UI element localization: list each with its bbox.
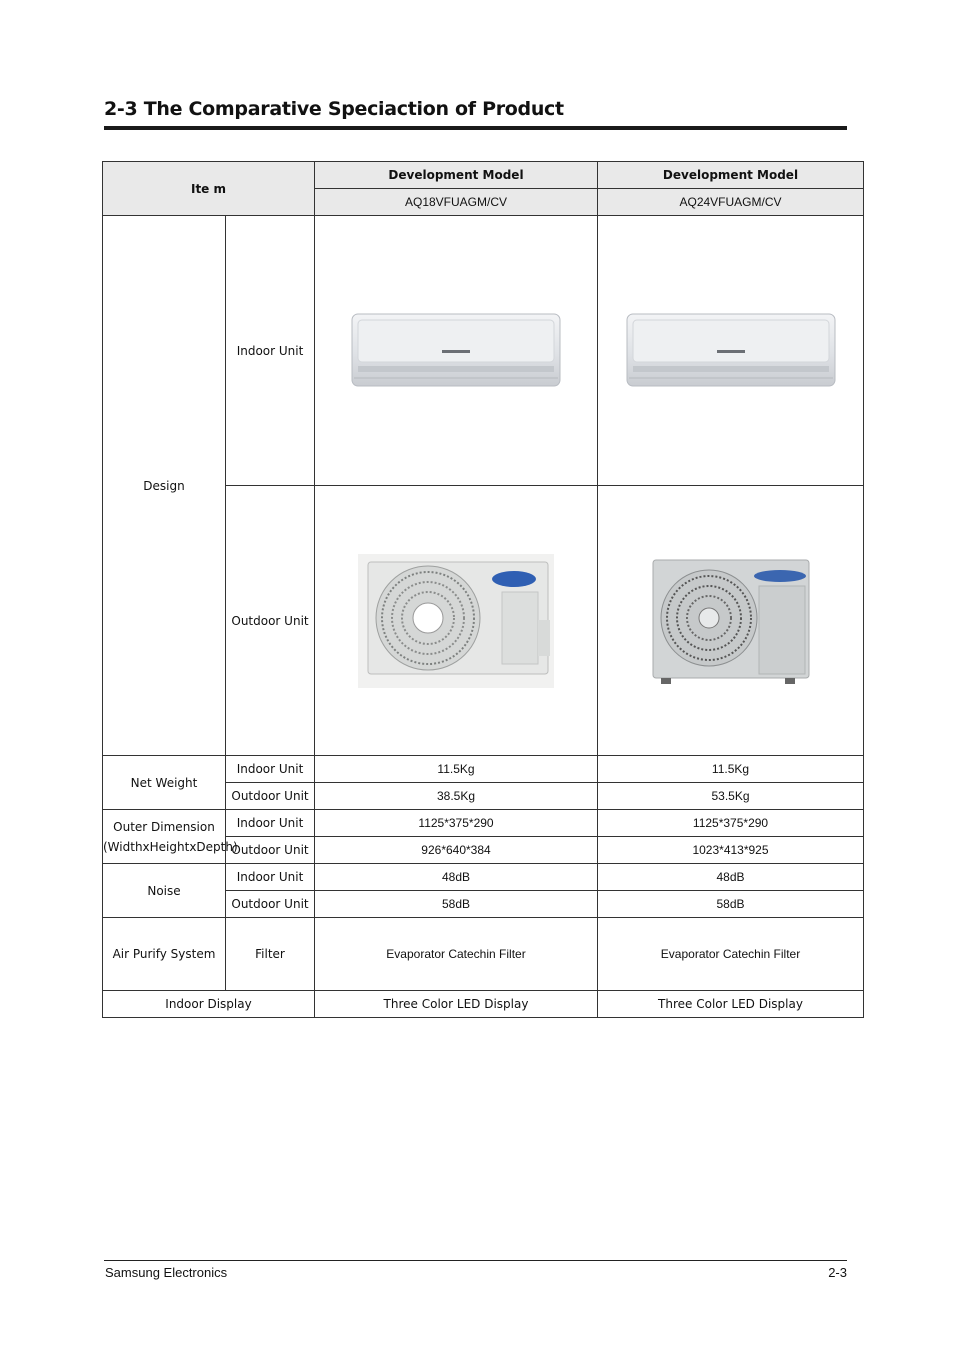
footer-company: Samsung Electronics (105, 1265, 228, 1280)
model-1-indoor-display: Three Color LED Display (315, 991, 598, 1018)
noise-label: Noise (103, 864, 226, 918)
outer-dimension-indoor-label: Indoor Unit (226, 810, 315, 837)
model-2-net-weight-outdoor: 53.5Kg (598, 783, 864, 810)
model-2-dev-label: Development Model (598, 162, 864, 189)
indoor-unit-image (625, 312, 837, 390)
outdoor-unit-image (651, 556, 811, 686)
net-weight-label: Net Weight (103, 756, 226, 810)
net-weight-outdoor-label: Outdoor Unit (226, 783, 315, 810)
model-2-dimension-indoor: 1125*375*290 (598, 810, 864, 837)
net-weight-indoor-label: Indoor Unit (226, 756, 315, 783)
model-2-indoor-display: Three Color LED Display (598, 991, 864, 1018)
air-purify-filter-label: Filter (226, 918, 315, 991)
model-2-name: AQ24VFUAGM/CV (598, 189, 864, 216)
model-2-noise-outdoor: 58dB (598, 891, 864, 918)
page-title: 2-3 The Comparative Speciaction of Product (104, 98, 564, 120)
model-2-dimension-outdoor: 1023*413*925 (598, 837, 864, 864)
outer-dimension-outdoor-label: Outdoor Unit (226, 837, 315, 864)
outer-dimension-subtitle: (WidthxHeightxDepth) (103, 839, 238, 854)
model-1-dimension-indoor: 1125*375*290 (315, 810, 598, 837)
model-1-noise-indoor: 48dB (315, 864, 598, 891)
model-1-net-weight-indoor: 11.5Kg (315, 756, 598, 783)
spec-table (102, 161, 864, 1018)
model-2-net-weight-indoor: 11.5Kg (598, 756, 864, 783)
model-1-air-purify: Evaporator Catechin Filter (315, 918, 598, 991)
item-header: Ite m (103, 162, 315, 216)
design-indoor-label: Indoor Unit (226, 216, 315, 486)
model-1-dimension-outdoor: 926*640*384 (315, 837, 598, 864)
model-2-outdoor-image-cell (598, 486, 864, 756)
model-1-outdoor-image-cell (315, 486, 598, 756)
indoor-display-label: Indoor Display (103, 991, 315, 1018)
noise-outdoor-label: Outdoor Unit (226, 891, 315, 918)
design-outdoor-label: Outdoor Unit (226, 486, 315, 756)
model-1-indoor-image-cell (315, 216, 598, 486)
footer-rule (104, 1260, 847, 1261)
outer-dimension-title: Outer Dimension (113, 819, 215, 834)
model-1-net-weight-outdoor: 38.5Kg (315, 783, 598, 810)
title-underline (104, 126, 847, 130)
model-1-dev-label: Development Model (315, 162, 598, 189)
model-1-name: AQ18VFUAGM/CV (315, 189, 598, 216)
model-2-noise-indoor: 48dB (598, 864, 864, 891)
design-label: Design (103, 216, 226, 756)
outer-dimension-label (103, 810, 238, 864)
indoor-unit-image (350, 312, 562, 390)
model-1-noise-outdoor: 58dB (315, 891, 598, 918)
page-number: 2-3 (828, 1265, 847, 1280)
noise-indoor-label: Indoor Unit (226, 864, 315, 891)
outdoor-unit-image (358, 554, 554, 688)
air-purify-label: Air Purify System (103, 918, 226, 991)
model-2-indoor-image-cell (598, 216, 864, 486)
model-2-air-purify: Evaporator Catechin Filter (598, 918, 864, 991)
